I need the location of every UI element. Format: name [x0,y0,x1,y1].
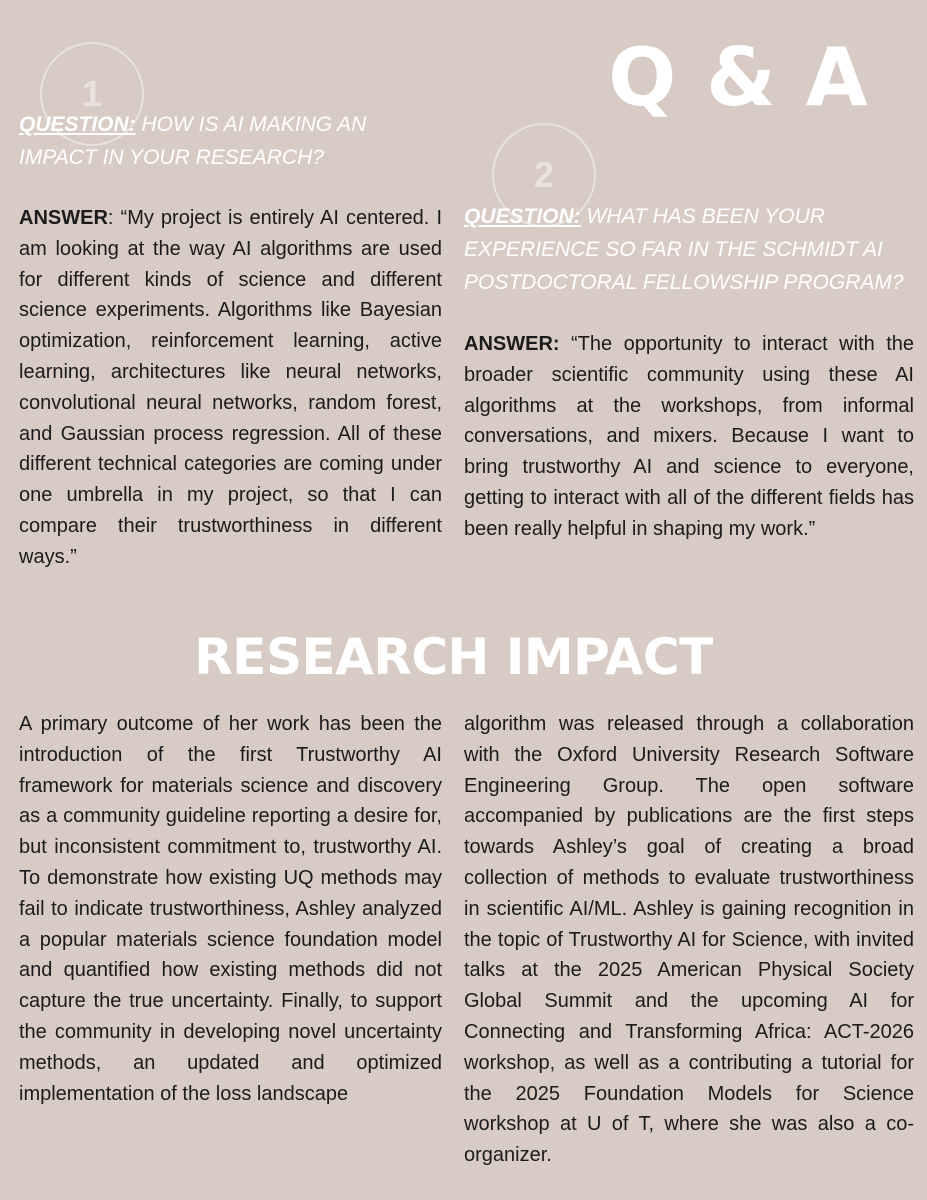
question-number-2: 2 [533,154,555,195]
research-impact-right-column: algorithm was released through a collaboration with the Oxford University Research Software Engineering Group. The open software accompanied by publications are the first steps towards Ashley’s goal of creating a broad collection of methods to evaluate trustworthiness in scientific AI/ML. Ashley is gaining recognition in the topic of Trustworthy AI for Science, with invited talks at the 2025 American Physical Society Global Summit and the upcoming AI for Connecting and Transforming Africa: ACT-2026 workshop, as well as a contributing a tutorial for the 2025 Foundation Models for Science workshop at U of T, where she was also a co-organizer. [464,713,914,1167]
question-2-label: QUESTION: [464,205,581,228]
answer-2 [464,329,914,545]
answer-1 [19,203,442,573]
research-impact-title: RESEARCH IMPACT [194,628,713,686]
answer-2-label: ANSWER: [464,333,560,355]
question-2 [464,200,914,299]
qa-title: Q & A [608,31,869,124]
question-2-text: WHAT HAS BEEN YOUR EXPERIENCE SO FAR IN THE SCHMIDT AI POSTDOCTORAL FELLOWSHIP PROGRAM? [464,205,904,294]
question-1-label: QUESTION: [19,113,136,136]
question-number-1: 1 [81,73,103,114]
answer-1-separator: : [107,207,114,229]
answer-1-label: ANSWER [19,207,108,229]
answer-2-text: “The opportunity to interact with the broader scientific community using these AI algorithms at the workshops, from informal conversations, and mixers. Because I want to bring trustworthy AI and science to everyone, getting to interact with all of the different fields has been really helpful in shaping my work.” [464,333,915,540]
question-1-text: HOW IS AI MAKING AN IMPACT IN YOUR RESEARCH? [19,113,367,169]
research-impact-left-column: A primary outcome of her work has been the introduction of the first Trustworthy AI framework for materials science and discovery as a community guideline reporting a desire for, but inconsistent commitment to, trustworthy AI. To demonstrate how existing UQ methods may fail to indicate trustworthiness, Ashley analyzed a popular materials science foundation model and quantified how existing methods did not capture the true uncertainty. Finally, to support the community in developing novel uncertainty methods, an updated and optimized implementation of the loss landscape [19,713,442,1105]
answer-1-text: “My project is entirely AI centered. I am looking at the way AI algorithms are used for different kinds of science and different science experiments. Algorithms like Bayesian optimization, reinforcement learning, active learning, architectures like neural networks, convolutional neural networks, random forest, and Gaussian process regression. All of these different technical categories are coming under one umbrella in my project, so that I can compare their trustworthiness in different ways.” [19,207,442,568]
question-1 [19,108,399,174]
